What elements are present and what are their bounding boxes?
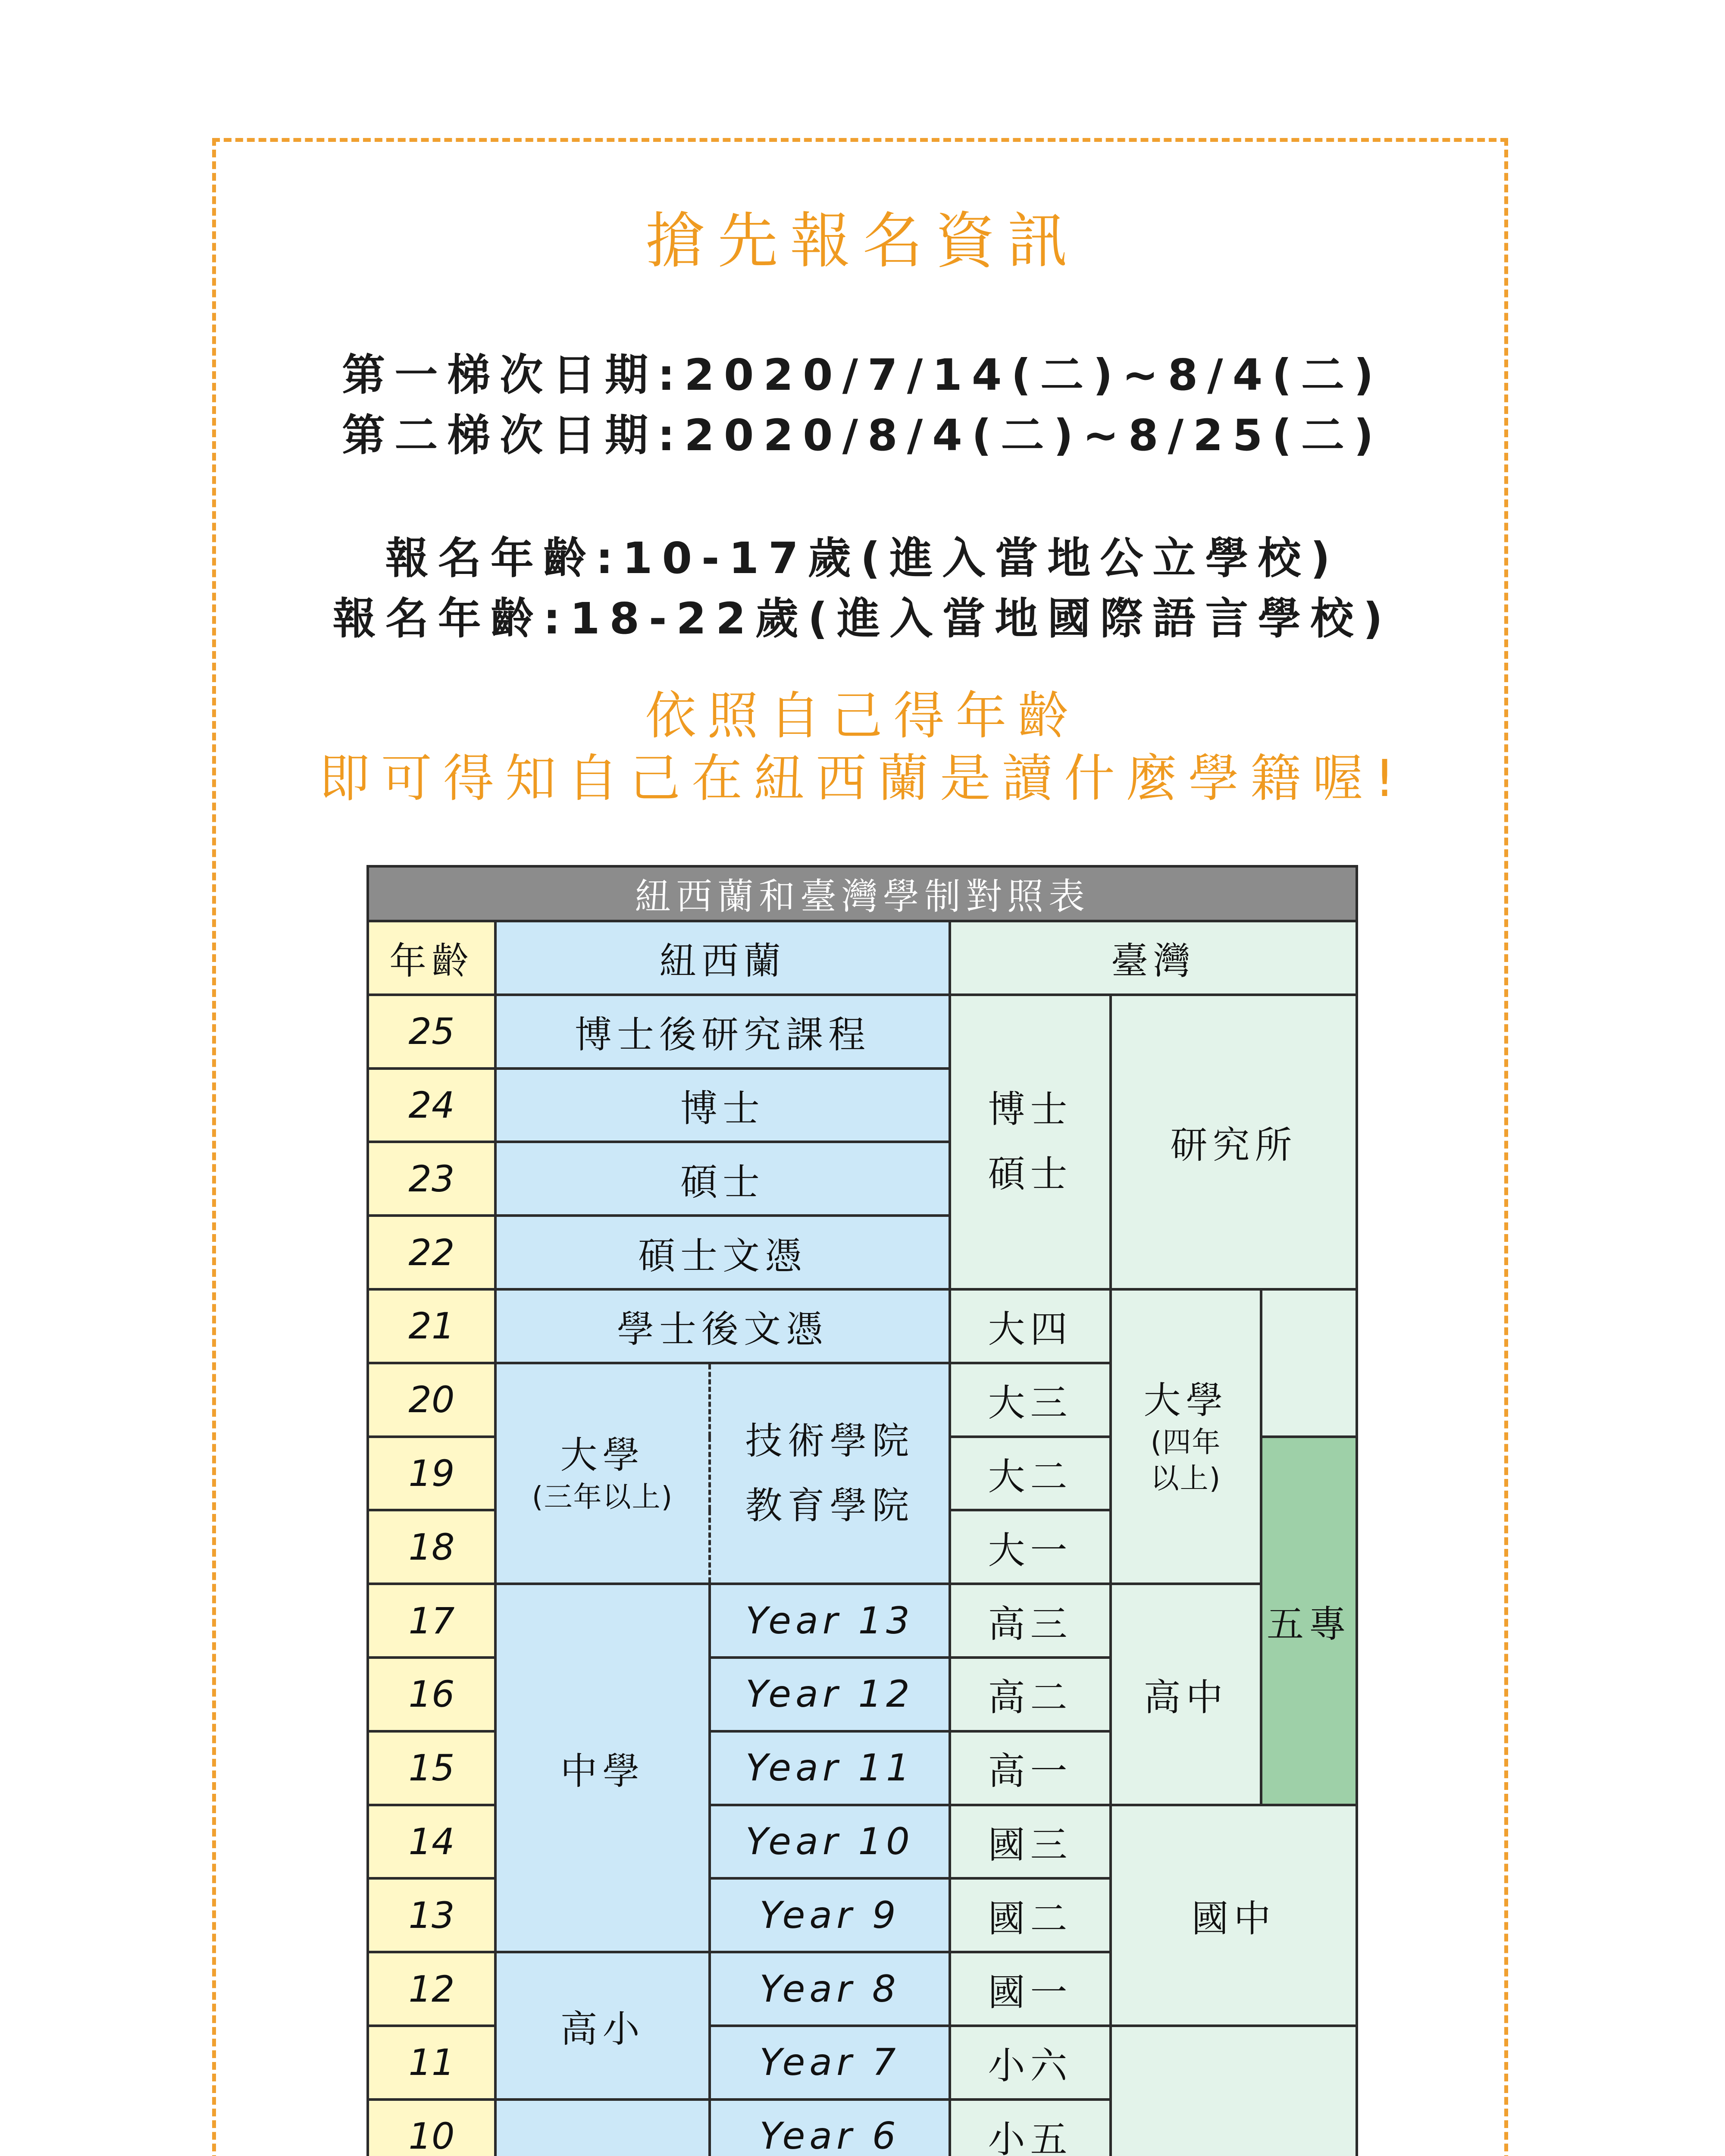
nz-year-cell: Year 7 xyxy=(710,2026,950,2100)
nz-education-college: 教育學院 xyxy=(745,1484,914,1527)
age-cell: 10 xyxy=(368,2100,495,2156)
tw-grade-cell: 大三 xyxy=(950,1363,1111,1437)
nz-year-cell: Year 12 xyxy=(710,1658,950,1731)
tw-grade-cell: 大一 xyxy=(950,1510,1111,1584)
tw-grade-cell: 大二 xyxy=(950,1437,1111,1510)
age-cell: 24 xyxy=(368,1069,495,1142)
nz-secondary: 中學 xyxy=(495,1584,710,1952)
nz-primary xyxy=(495,2100,710,2156)
age-cell: 11 xyxy=(368,2026,495,2100)
tw-grade-cell: 國二 xyxy=(950,1878,1111,1952)
page-title: 搶先報名資訊 xyxy=(645,206,1080,276)
col-header-tw: 臺灣 xyxy=(950,921,1357,995)
tw-grade-cell: 國一 xyxy=(950,1952,1111,2026)
tw-grade-cell: 大四 xyxy=(950,1289,1111,1363)
nz-year-cell: Year 6 xyxy=(710,2100,950,2156)
age-cell: 13 xyxy=(368,1878,495,1952)
tw-junior-high: 國中 xyxy=(1111,1805,1357,2026)
col-header-age: 年齡 xyxy=(368,921,495,995)
tw-university xyxy=(1111,1289,1261,1584)
nz-phd: 博士 xyxy=(495,1069,950,1142)
age-cell: 18 xyxy=(368,1510,495,1584)
age-cell: 19 xyxy=(368,1437,495,1510)
age-cell: 12 xyxy=(368,1952,495,2026)
tw-junior-college: 五專 xyxy=(1261,1437,1357,1805)
nz-year-cell: Year 10 xyxy=(710,1805,950,1879)
tw-primary xyxy=(1111,2026,1357,2156)
nz-year-cell: Year 11 xyxy=(710,1731,950,1805)
tw-phd: 博士 xyxy=(988,1088,1073,1131)
comparison-table xyxy=(366,865,1358,2156)
nz-colleges xyxy=(710,1363,950,1584)
tw-university-note-2: 以上) xyxy=(1150,1461,1221,1495)
tw-graduate-school: 研究所 xyxy=(1111,995,1357,1289)
nz-year-cell: Year 8 xyxy=(710,1952,950,2026)
nz-year-cell: Year 9 xyxy=(710,1878,950,1952)
tw-university-label: 大學 xyxy=(1143,1379,1228,1422)
tw-grade-cell: 小五 xyxy=(950,2100,1111,2156)
nz-university-note: (三年以上) xyxy=(532,1480,673,1514)
nz-university xyxy=(495,1363,710,1584)
age-cell: 17 xyxy=(368,1584,495,1658)
tw-blank-cell xyxy=(1261,1289,1357,1437)
age-cell: 16 xyxy=(368,1658,495,1731)
nz-intermediate: 高小 xyxy=(495,1952,710,2100)
age-cell: 25 xyxy=(368,995,495,1069)
nz-polytechnic: 技術學院 xyxy=(745,1419,914,1463)
col-header-nz: 紐西蘭 xyxy=(495,921,950,995)
age-cell: 22 xyxy=(368,1216,495,1289)
tw-grade-cell: 高三 xyxy=(950,1584,1111,1658)
nz-university-label: 大學 xyxy=(560,1433,645,1477)
age-line-2: 報名年齡:18-22歲(進入當地國際語言學校) xyxy=(332,593,1393,644)
nz-master-diploma: 碩士文憑 xyxy=(495,1216,950,1289)
age-cell: 21 xyxy=(368,1289,495,1363)
tw-master: 碩士 xyxy=(988,1153,1073,1196)
table-title: 紐西蘭和臺灣學制對照表 xyxy=(368,866,1357,921)
nz-postdoc: 博士後研究課程 xyxy=(495,995,950,1069)
date-line-2: 第二梯次日期:2020/8/4(二)~8/25(二) xyxy=(342,410,1383,461)
tw-grade-cell: 國三 xyxy=(950,1805,1111,1879)
tw-phd-master xyxy=(950,995,1111,1289)
date-line-1: 第一梯次日期:2020/7/14(二)~8/4(二) xyxy=(342,350,1383,400)
tw-university-note-1: (四年 xyxy=(1150,1425,1221,1459)
nz-master: 碩士 xyxy=(495,1142,950,1216)
highlight-line-1: 依照自己得年齡 xyxy=(645,686,1080,746)
age-line-1: 報名年齡:10-17歲(進入當地公立學校) xyxy=(385,533,1340,583)
tw-grade-cell: 高一 xyxy=(950,1731,1111,1805)
nz-year-cell: Year 13 xyxy=(710,1584,950,1658)
nz-postgrad-diploma: 學士後文憑 xyxy=(495,1289,950,1363)
age-cell: 20 xyxy=(368,1363,495,1437)
age-cell: 15 xyxy=(368,1731,495,1805)
tw-grade-cell: 小六 xyxy=(950,2026,1111,2100)
tw-high-school: 高中 xyxy=(1111,1584,1261,1805)
tw-grade-cell: 高二 xyxy=(950,1658,1111,1731)
age-cell: 23 xyxy=(368,1142,495,1216)
age-cell: 14 xyxy=(368,1805,495,1879)
highlight-line-2: 即可得知自己在紐西蘭是讀什麼學籍喔! xyxy=(319,749,1406,808)
